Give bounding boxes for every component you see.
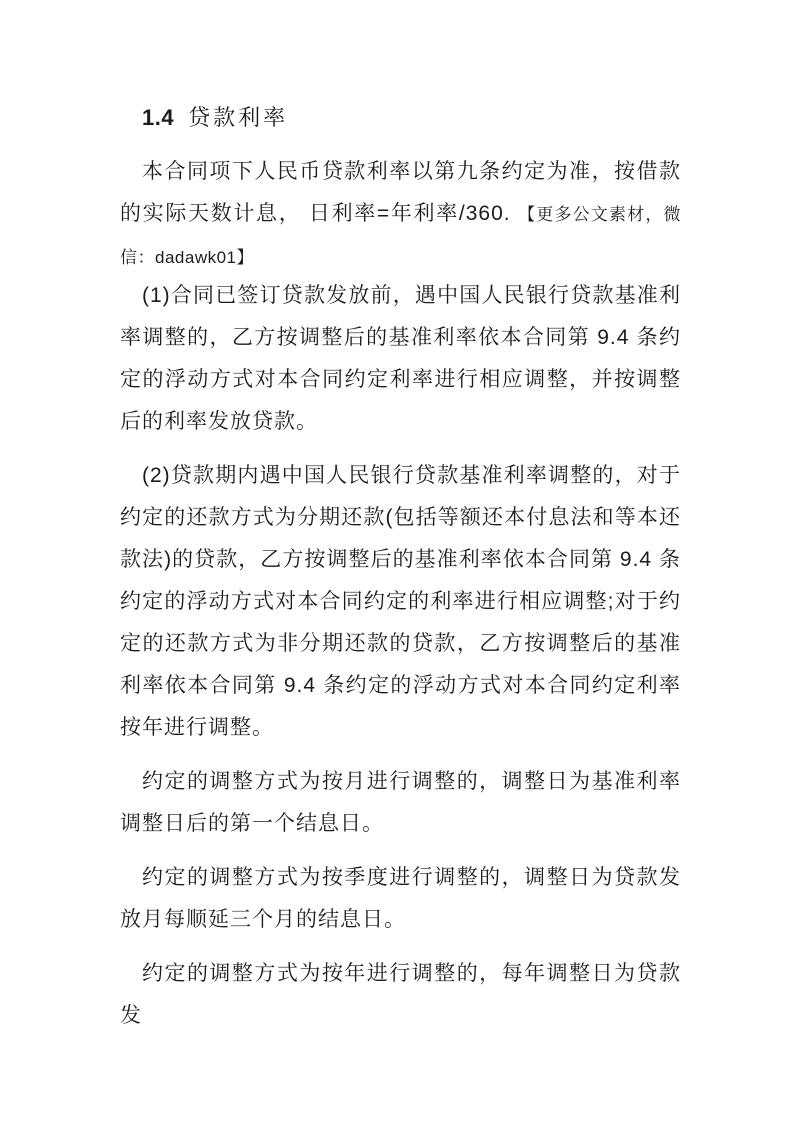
paragraph-quarterly-adjustment: 约定的调整方式为按季度进行调整的，调整日为贷款发放月每顺延三个月的结息日。	[120, 866, 681, 931]
paragraph-clause-2: (2)贷款期内遇中国人民银行贷款基准利率调整的，对于约定的还款方式为分期还款(包括等额还本付息法和等本还款法)的贷款，乙方按调整后的基准利率依本合同第 9.4 条约定的浮动方式对本合同约定的利率进行相应调整;对于约定的还款方式为非分期还款的贷款，乙方按调整后的基准利率依本合同第 9.4 条约定的浮动方式对本合同约定利率按年进行调整。	[120, 464, 681, 739]
paragraph-monthly-adjustment: 约定的调整方式为按月进行调整的，调整日为基准利率调整日后的第一个结息日。	[120, 770, 681, 835]
section-number: 1.4	[142, 105, 175, 130]
document-content	[120, 97, 681, 1049]
watermark-note: 【更多公文素材，微信：dadawk01】	[120, 205, 682, 267]
paragraph-intro	[120, 151, 681, 279]
paragraph-clause-1: (1)合同已签订贷款发放前，遇中国人民银行贷款基准利率调整的，乙方按调整后的基准利率依本合同第 9.4 条约定的浮动方式对本合同约定利率进行相应调整，并按调整后的利率发放贷款。	[120, 284, 681, 433]
section-heading	[120, 97, 681, 139]
paragraph-yearly-adjustment: 约定的调整方式为按年进行调整的，每年调整日为贷款发	[120, 962, 681, 1027]
paragraph-intro-text: 本合同项下人民币贷款利率以第九条约定为准，按借款的实际天数计息， 日利率=年利率/360.	[120, 160, 681, 225]
section-title: 贷款利率	[188, 105, 289, 130]
